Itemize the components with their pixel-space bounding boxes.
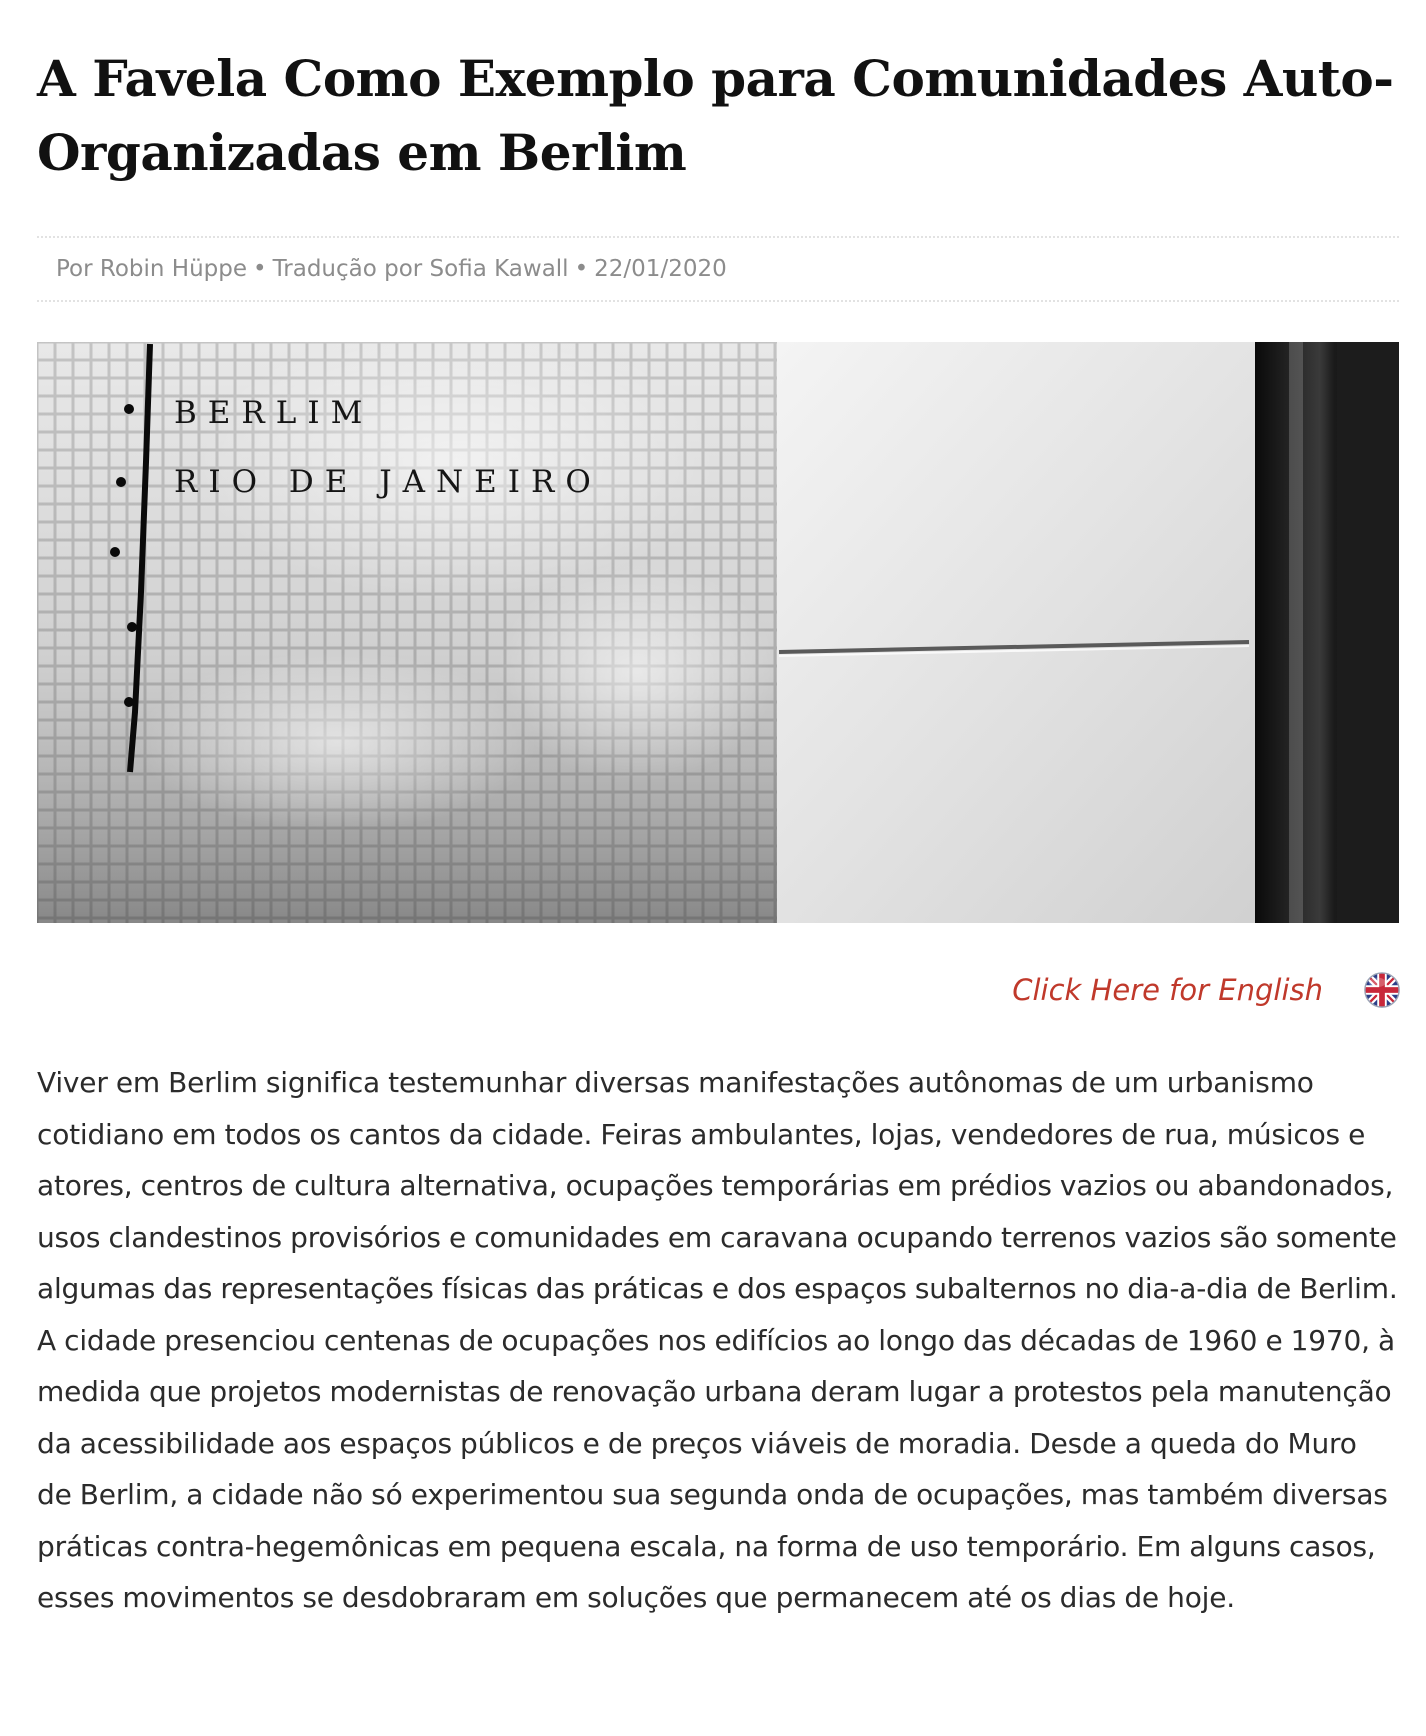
article <box>37 0 1399 1624</box>
uk-flag-icon[interactable] <box>1363 971 1401 1009</box>
translator-byline[interactable]: Tradução por Sofia Kawall <box>272 256 569 282</box>
hero-image <box>37 342 1399 923</box>
author-byline[interactable]: Por Robin Hüppe <box>56 256 248 282</box>
hero-label-rio: RIO DE JANEIRO <box>174 464 602 500</box>
meta-separator: • <box>574 256 589 282</box>
hero-label-berlim: BERLIM <box>174 395 374 431</box>
article-body-paragraph: Viver em Berlim significa testemunhar diversas manifestações autônomas de um urbanismo cotidiano em todos os cantos da cidade. Feiras ambulantes, lojas, vendedores de rua, músicos e atores, centros de cultura alternativa, ocupações temporárias em prédios vazios ou abandonados, usos clandestinos provisórios e comunidades em caravana ocupando terrenos vazios são somente algumas das representações físicas das práticas e dos espaços subalternos no dia-a-dia de Berlim. A cidade presenciou centenas de ocupações nos edifícios ao longo das décadas de 1960 e 1970, à medida que projetos modernistas de renovação urbana deram lugar a protestos pela manutenção da acessibilidade aos espaços públicos e de preços viáveis de moradia. Desde a queda do Muro de Berlim, a cidade não só experimentou sua segunda onda de ocupações, mas também diversas práticas contra-hegemônicas em pequena escala, na forma de uso temporário. Em alguns casos, esses movimentos se desdobraram em soluções que permanecem até os dias de hoje. <box>37 1066 1398 1614</box>
meta-separator: • <box>253 256 267 282</box>
article-meta <box>37 236 1399 302</box>
english-version-link[interactable]: Click Here for English <box>1012 973 1323 1007</box>
publish-date: 22/01/2020 <box>594 256 727 282</box>
article-title: A Favela Como Exemplo para Comunidades Auto-Organizadas em Berlim <box>37 49 1394 182</box>
language-switch <box>37 965 1399 1015</box>
